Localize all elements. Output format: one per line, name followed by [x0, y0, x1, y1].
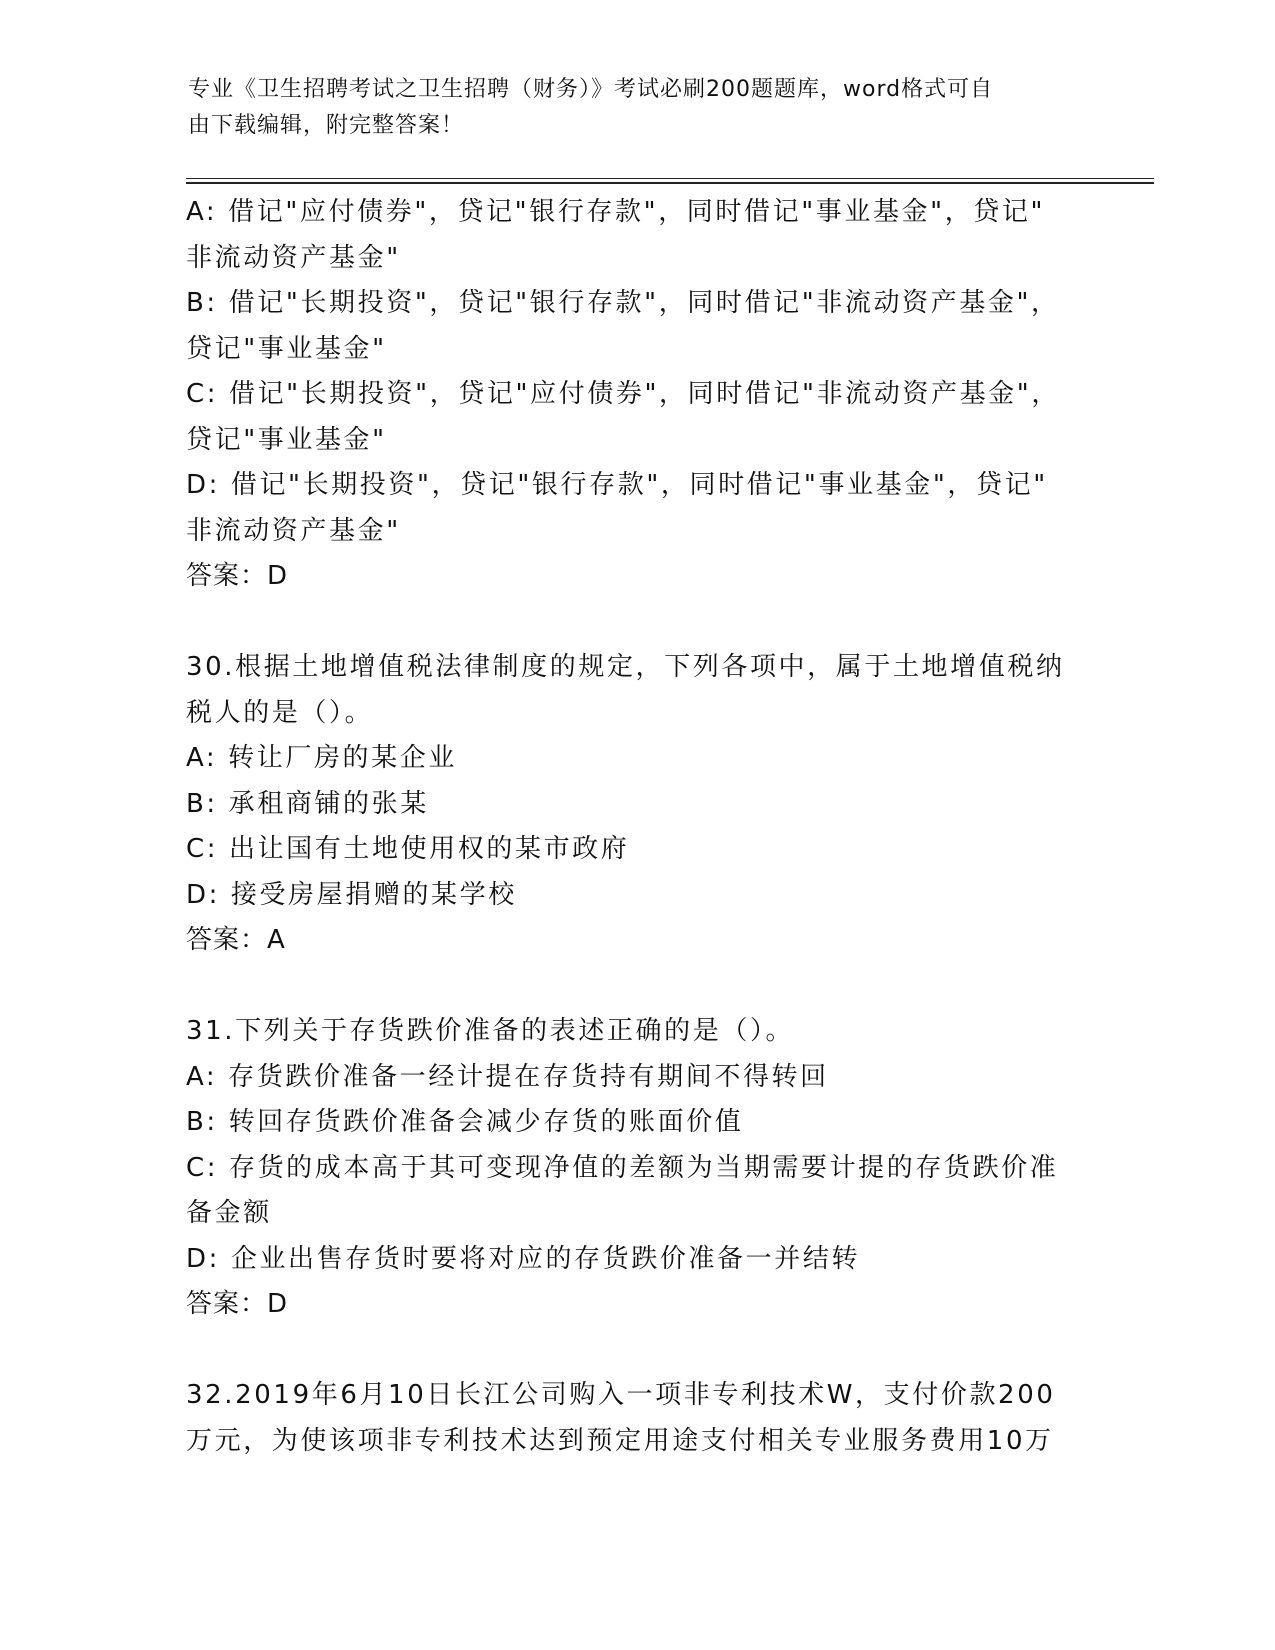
- option-c-line-2: 备金额: [186, 1198, 272, 1228]
- question-29-options: [186, 190, 1086, 600]
- question-30: [186, 645, 1086, 964]
- option-c-line-1: C: 存货的成本高于其可变现净值的差额为当期需要计提的存货跌价准: [186, 1152, 1059, 1183]
- option-c-line-1: C: 借记"长期投资"，贷记"应付债券"，同时借记"非流动资产基金"，: [186, 379, 1060, 409]
- question-30-stem-line-2: 税人的是（）。: [186, 697, 374, 728]
- option-b: B: 转回存货跌价准备会减少存货的账面价值: [186, 1107, 744, 1137]
- answer-31: 答案：D: [186, 1289, 289, 1319]
- page-header: [188, 72, 1068, 144]
- option-b: B: 承租商铺的张某: [186, 788, 429, 819]
- option-c-line-2: 贷记"事业基金": [186, 424, 387, 455]
- option-c: C: 出让国有土地使用权的某市政府: [186, 834, 630, 864]
- spacer: [186, 964, 1086, 1010]
- option-b-line-2: 贷记"事业基金": [186, 333, 387, 364]
- question-32: [186, 1373, 1086, 1464]
- question-30-stem-line-1: 30.根据土地增值税法律制度的规定，下列各项中，属于土地增值税纳: [186, 652, 1065, 682]
- option-a: A: 存货跌价准备一经计提在存货持有期间不得转回: [186, 1061, 829, 1092]
- option-a: A: 转让厂房的某企业: [186, 743, 457, 773]
- header-divider-thick: [186, 182, 1154, 184]
- header-divider-thin: [186, 178, 1154, 179]
- question-31: [186, 1009, 1086, 1328]
- option-d-line-2: 非流动资产基金": [186, 515, 401, 546]
- spacer: [186, 1328, 1086, 1374]
- spacer: [186, 600, 1086, 646]
- answer-29: 答案：D: [186, 561, 289, 591]
- option-b-line-1: B: 借记"长期投资"，贷记"银行存款"，同时借记"非流动资产基金"，: [186, 288, 1060, 318]
- question-content: [186, 190, 1086, 1464]
- header-line-2: 由下载编辑，附完整答案！: [188, 113, 465, 138]
- question-32-stem-line-1: 32.2019年6月10日长江公司购入一项非专利技术W，支付价款200: [186, 1380, 1056, 1410]
- option-a-line-2: 非流动资产基金": [186, 242, 401, 273]
- header-line-1: 专业《卫生招聘考试之卫生招聘（财务）》考试必刷200题题库，word格式可自: [188, 77, 994, 102]
- question-31-stem: 31.下列关于存货跌价准备的表述正确的是（）。: [186, 1016, 795, 1046]
- option-a-line-1: A: 借记"应付债券"，贷记"银行存款"，同时借记"事业基金"，贷记": [186, 197, 1046, 227]
- option-d-line-1: D: 借记"长期投资"，贷记"银行存款"，同时借记"事业基金"，贷记": [186, 470, 1048, 500]
- question-32-stem-line-2: 万元，为使该项非专利技术达到预定用途支付相关专业服务费用10万: [186, 1425, 1054, 1456]
- option-d: D: 接受房屋捐赠的某学校: [186, 879, 517, 910]
- option-d: D: 企业出售存货时要将对应的存货跌价准备一并结转: [186, 1243, 861, 1274]
- answer-30: 答案：A: [186, 925, 286, 955]
